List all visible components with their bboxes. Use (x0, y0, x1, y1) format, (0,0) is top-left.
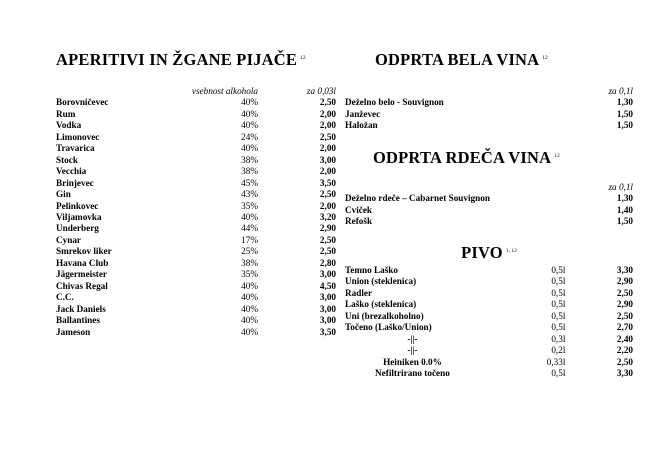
table-row (345, 368, 633, 379)
item-volume: 40% (241, 97, 258, 108)
item-volume: 40% (241, 315, 258, 326)
table-row (56, 292, 336, 303)
spirits-section-title (56, 50, 306, 70)
item-price: 3,00 (319, 292, 336, 303)
table-row (345, 97, 633, 108)
red-wine-title-superscript: 12 (554, 152, 560, 159)
item-volume: 40% (241, 326, 258, 337)
table-row (345, 193, 633, 204)
item-name: Limonovec (56, 131, 100, 142)
item-name: Nefiltrirano točeno (375, 368, 450, 379)
item-price: 3,50 (319, 177, 336, 188)
table-row (56, 155, 336, 166)
item-name: Travarica (56, 143, 95, 154)
item-price: 2,50 (319, 246, 336, 257)
table-row (56, 281, 336, 292)
table-row (56, 166, 336, 177)
table-row (345, 311, 633, 322)
item-price: 3,20 (319, 211, 336, 222)
item-name: Havana Club (56, 257, 109, 268)
item-price: 2,70 (616, 322, 633, 333)
item-price: 3,00 (319, 315, 336, 326)
item-volume: 40% (241, 303, 258, 314)
table-row (345, 276, 633, 287)
table-row (56, 327, 336, 338)
item-volume: 0,5l (551, 265, 566, 275)
item-volume: 0,2l (551, 345, 566, 356)
item-price: 2,00 (319, 108, 336, 119)
red-wine-table (345, 182, 633, 228)
spirits-table (56, 86, 336, 338)
item-volume: 40% (241, 211, 258, 222)
item-price: 1,30 (616, 193, 633, 204)
item-volume: 40% (241, 143, 258, 154)
spirits-header-price: za 0,03l (306, 86, 336, 96)
item-name: C.C. (56, 292, 74, 303)
table-row (345, 345, 633, 356)
item-name: Uni (brezalkoholno) (345, 310, 424, 321)
table-row (345, 205, 633, 216)
item-price: 2,00 (319, 166, 336, 177)
spirits-title-text: APERITIVI IN ŽGANE PIJAČE (56, 50, 298, 69)
item-name: Stock (56, 154, 78, 165)
item-name: Chivas Regal (56, 280, 108, 291)
table-row (345, 120, 633, 131)
item-price: 4,50 (319, 280, 336, 291)
item-name: Pelinkovec (56, 200, 99, 211)
white-wine-table (345, 86, 633, 132)
item-name: Točeno (Laško/Union) (345, 322, 432, 333)
beer-table-wrapper (345, 265, 633, 380)
item-volume: 40% (241, 280, 258, 291)
item-volume: 35% (241, 269, 258, 280)
table-row (56, 97, 336, 108)
item-price: 2,00 (319, 120, 336, 131)
table-row (56, 132, 336, 143)
table-row (56, 201, 336, 212)
spirits-header-row (56, 86, 336, 97)
table-row (56, 258, 336, 269)
item-volume: 0,5l (551, 310, 566, 321)
table-row (56, 120, 336, 131)
item-name: Rum (56, 108, 76, 119)
item-volume: 35% (241, 200, 258, 211)
beer-section-title (345, 243, 633, 263)
item-volume: 24% (241, 131, 258, 142)
table-row (345, 109, 633, 120)
table-row (56, 109, 336, 120)
white-wine-header-row (345, 86, 633, 97)
item-price: 1,50 (616, 108, 633, 119)
red-wine-header-row (345, 182, 633, 193)
white-wine-table-wrapper (345, 86, 633, 132)
item-price: 3,50 (319, 326, 336, 337)
spirits-title-superscript: 12 (300, 54, 306, 61)
item-volume: 17% (241, 234, 258, 245)
item-name: Deželno belo - Souvignon (345, 97, 444, 108)
item-price: 2,00 (319, 200, 336, 211)
item-price: 3,00 (319, 303, 336, 314)
item-name: Radler (345, 287, 373, 298)
table-row (56, 315, 336, 326)
spirits-header-name (56, 86, 176, 97)
red-wine-header-price: za 0,1l (608, 182, 633, 192)
item-price: 3,30 (616, 265, 633, 275)
table-row (345, 322, 633, 333)
item-volume: 40% (241, 120, 258, 131)
table-row (345, 357, 633, 368)
item-volume: 40% (241, 292, 258, 303)
item-name: Brinjevec (56, 177, 94, 188)
item-name: Borovničevec (56, 97, 109, 108)
item-volume: 40% (241, 108, 258, 119)
item-price: 2,50 (319, 97, 336, 108)
item-price: 1,30 (616, 97, 633, 108)
white-wine-title-text: ODPRTA BELA VINA (375, 50, 540, 69)
item-name: Deželno rdeče – Cabarnet Souvignon (345, 193, 490, 204)
item-volume: 44% (241, 223, 258, 234)
item-price: 2,50 (616, 310, 633, 321)
table-row (56, 269, 336, 280)
item-price: 2,90 (616, 276, 633, 287)
table-row (56, 235, 336, 246)
item-name: Haložan (345, 120, 378, 131)
item-price: 2,80 (319, 257, 336, 268)
item-name: Jack Daniels (56, 303, 106, 314)
table-row (56, 143, 336, 154)
item-name: -||- (407, 345, 418, 356)
white-wine-section-title (375, 50, 548, 70)
table-row (56, 189, 336, 200)
item-price: 1,40 (616, 204, 633, 215)
item-price: 1,50 (616, 216, 633, 227)
table-row (56, 304, 336, 315)
item-name: Ballantines (56, 315, 100, 326)
table-row (345, 216, 633, 227)
item-price: 2,50 (319, 234, 336, 245)
item-volume: 0,5l (551, 287, 566, 298)
item-price: 1,50 (616, 120, 633, 131)
item-name: Refošk (345, 216, 373, 227)
item-price: 2,00 (319, 143, 336, 154)
item-volume: 0,5l (551, 322, 566, 333)
item-price: 3,30 (616, 368, 633, 379)
item-name: Union (steklenica) (345, 276, 417, 287)
red-wine-table-wrapper (345, 182, 633, 228)
white-wine-header-price: za 0,1l (608, 86, 633, 96)
red-wine-title-text: ODPRTA RDEČA VINA (373, 148, 552, 167)
table-row (345, 265, 633, 276)
item-name: Janževec (345, 108, 381, 119)
item-price: 3,00 (319, 269, 336, 280)
item-price: 2,20 (616, 345, 633, 356)
item-name: Underberg (56, 223, 99, 234)
item-price: 3,00 (319, 154, 336, 165)
item-name: Viljamovka (56, 211, 102, 222)
red-wine-header-name (345, 182, 557, 193)
item-name: Laško (steklenica) (345, 299, 417, 310)
table-row (56, 223, 336, 234)
table-row (56, 178, 336, 189)
item-volume: 45% (241, 177, 258, 188)
table-row (345, 299, 633, 310)
item-volume: 38% (241, 166, 258, 177)
item-name: Vecchia (56, 166, 87, 177)
table-row (56, 212, 336, 223)
item-volume: 38% (241, 154, 258, 165)
item-price: 2,40 (616, 333, 633, 344)
item-volume: 38% (241, 257, 258, 268)
item-name: Smrekov liker (56, 246, 112, 257)
item-name: Heiniken 0.0% (383, 356, 442, 367)
item-volume: 0,5l (551, 368, 566, 379)
beer-title-superscript: 1, 12 (505, 247, 517, 254)
white-wine-header-name (345, 86, 557, 97)
item-volume: 43% (241, 189, 258, 200)
item-price: 2,90 (319, 223, 336, 234)
item-name: Gin (56, 189, 71, 200)
table-row (56, 246, 336, 257)
item-price: 2,50 (616, 287, 633, 298)
beer-table (345, 265, 633, 380)
table-row (345, 334, 633, 345)
red-wine-section-title (373, 148, 560, 168)
item-volume: 0,33l (546, 356, 566, 367)
item-volume: 0,5l (551, 299, 566, 310)
item-price: 2,50 (319, 131, 336, 142)
item-volume: 25% (241, 246, 258, 257)
spirits-header-alcohol: vsebnost alkohola (191, 86, 258, 96)
item-name: Vodka (56, 120, 82, 131)
item-price: 2,50 (319, 189, 336, 200)
item-volume: 0,3l (551, 333, 566, 344)
item-name: Cviček (345, 204, 373, 215)
item-name: Jägermeister (56, 269, 108, 280)
item-name: Temno Laško (345, 265, 399, 275)
item-volume: 0,5l (551, 276, 566, 287)
spirits-table-wrapper (56, 86, 336, 338)
item-price: 2,90 (616, 299, 633, 310)
table-row (345, 288, 633, 299)
item-name: -||- (407, 333, 418, 344)
item-name: Jameson (56, 326, 91, 337)
beer-title-text: PIVO (461, 243, 503, 262)
item-name: Cynar (56, 234, 82, 245)
white-wine-title-superscript: 12 (542, 54, 548, 61)
item-price: 2,50 (616, 356, 633, 367)
